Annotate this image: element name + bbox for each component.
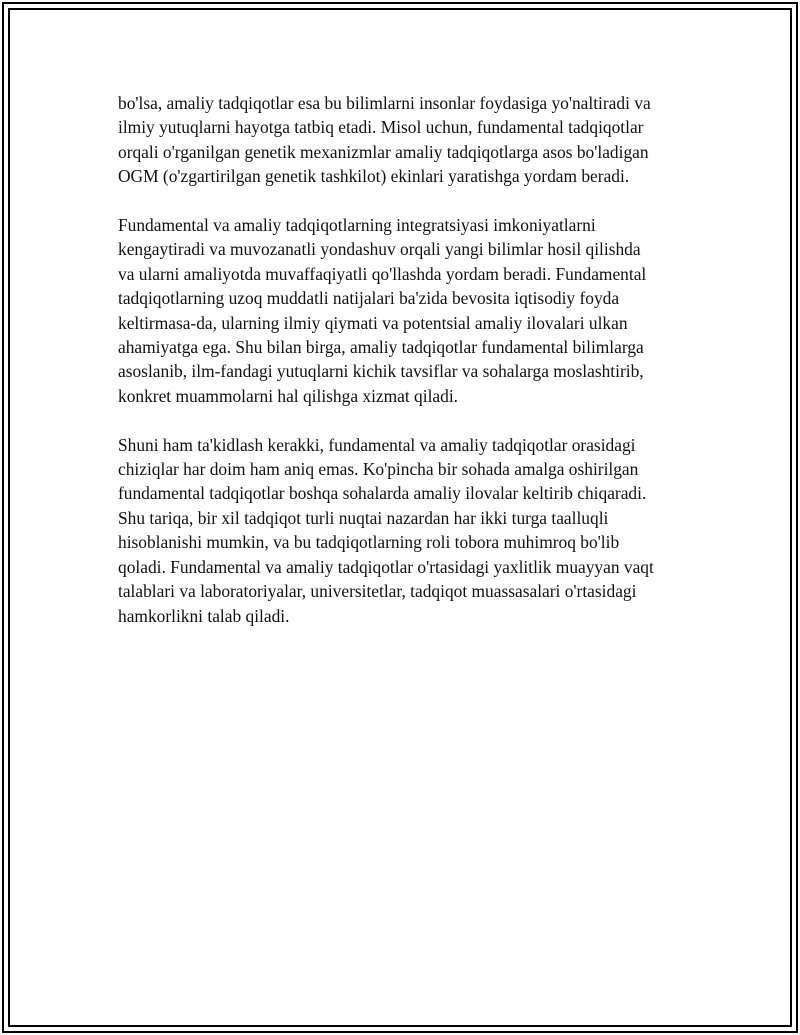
text-line: qoladi. Fundamental va amaliy tadqiqotlar o'rtasidagi yaxlitlik muayyan vaqt (118, 556, 654, 577)
text-line: tadqiqotlarning uzoq muddatli natijalari ba'zida bevosita iqtisodiy foyda (118, 288, 620, 309)
text-line: fundamental tadqiqotlar boshqa sohalarda amaliy ilovalar keltirib chiqaradi. (118, 483, 647, 504)
text-line: talablari va laboratoriyalar, universitetlar, tadqiqot muassasalari o'rtasidagi (118, 581, 637, 602)
text-line: bo'lsa, amaliy tadqiqotlar esa bu bilimlarni insonlar foydasiga yo'naltiradi va (118, 93, 651, 113)
text-line: ilmiy yutuqlarni hayotga tatbiq etadi. Misol uchun, fundamental tadqiqotlar (118, 117, 644, 138)
text-line: Shu tariqa, bir xil tadqiqot turli nuqtai nazardan har ikki turga taalluqli (118, 507, 609, 528)
paragraph-2 (118, 213, 690, 408)
paragraph-3 (118, 433, 690, 628)
text-line: va ularni amaliyotda muvaffaqiyatli qo'llashda yordam beradi. Fundamental (118, 263, 647, 284)
text-line: ahamiyatga ega. Shu bilan birga, amaliy tadqiqotlar fundamental bilimlarga (118, 337, 644, 358)
text-line: OGM (o'zgartirilgan genetik tashkilot) ekinlari yaratishga yordam beradi. (118, 166, 630, 187)
paragraph-1 (118, 91, 690, 189)
text-line: kengaytiradi va muvozanatli yondashuv orqali yangi bilimlar hosil qilishda (118, 239, 641, 260)
text-line: Shuni ham ta'kidlash kerakki, fundamental va amaliy tadqiqotlar orasidagi (118, 434, 636, 455)
text-line: orqali o'rganilgan genetik mexanizmlar amaliy tadqiqotlarga asos bo'ladigan (118, 141, 649, 162)
text-line: chiziqlar har doim ham aniq emas. Ko'pincha bir sohada amalga oshirilgan (118, 459, 639, 480)
text-line: keltirmasa-da, ularning ilmiy qiymati va potentsial amaliy ilovalari ulkan (118, 312, 628, 333)
text-line: hisoblanishi mumkin, va bu tadqiqotlarning roli tobora muhimroq bo'lib (118, 532, 620, 553)
document-body (118, 91, 690, 652)
text-line: Fundamental va amaliy tadqiqotlarning integratsiyasi imkoniyatlarni (118, 215, 596, 236)
text-line: konkret muammolarni hal qilishga xizmat qiladi. (118, 385, 459, 406)
text-line: hamkorlikni talab qiladi. (118, 605, 290, 626)
text-line: asoslanib, ilm-fandagi yutuqlarni kichik tavsiflar va sohalarga moslashtirib, (118, 361, 644, 382)
